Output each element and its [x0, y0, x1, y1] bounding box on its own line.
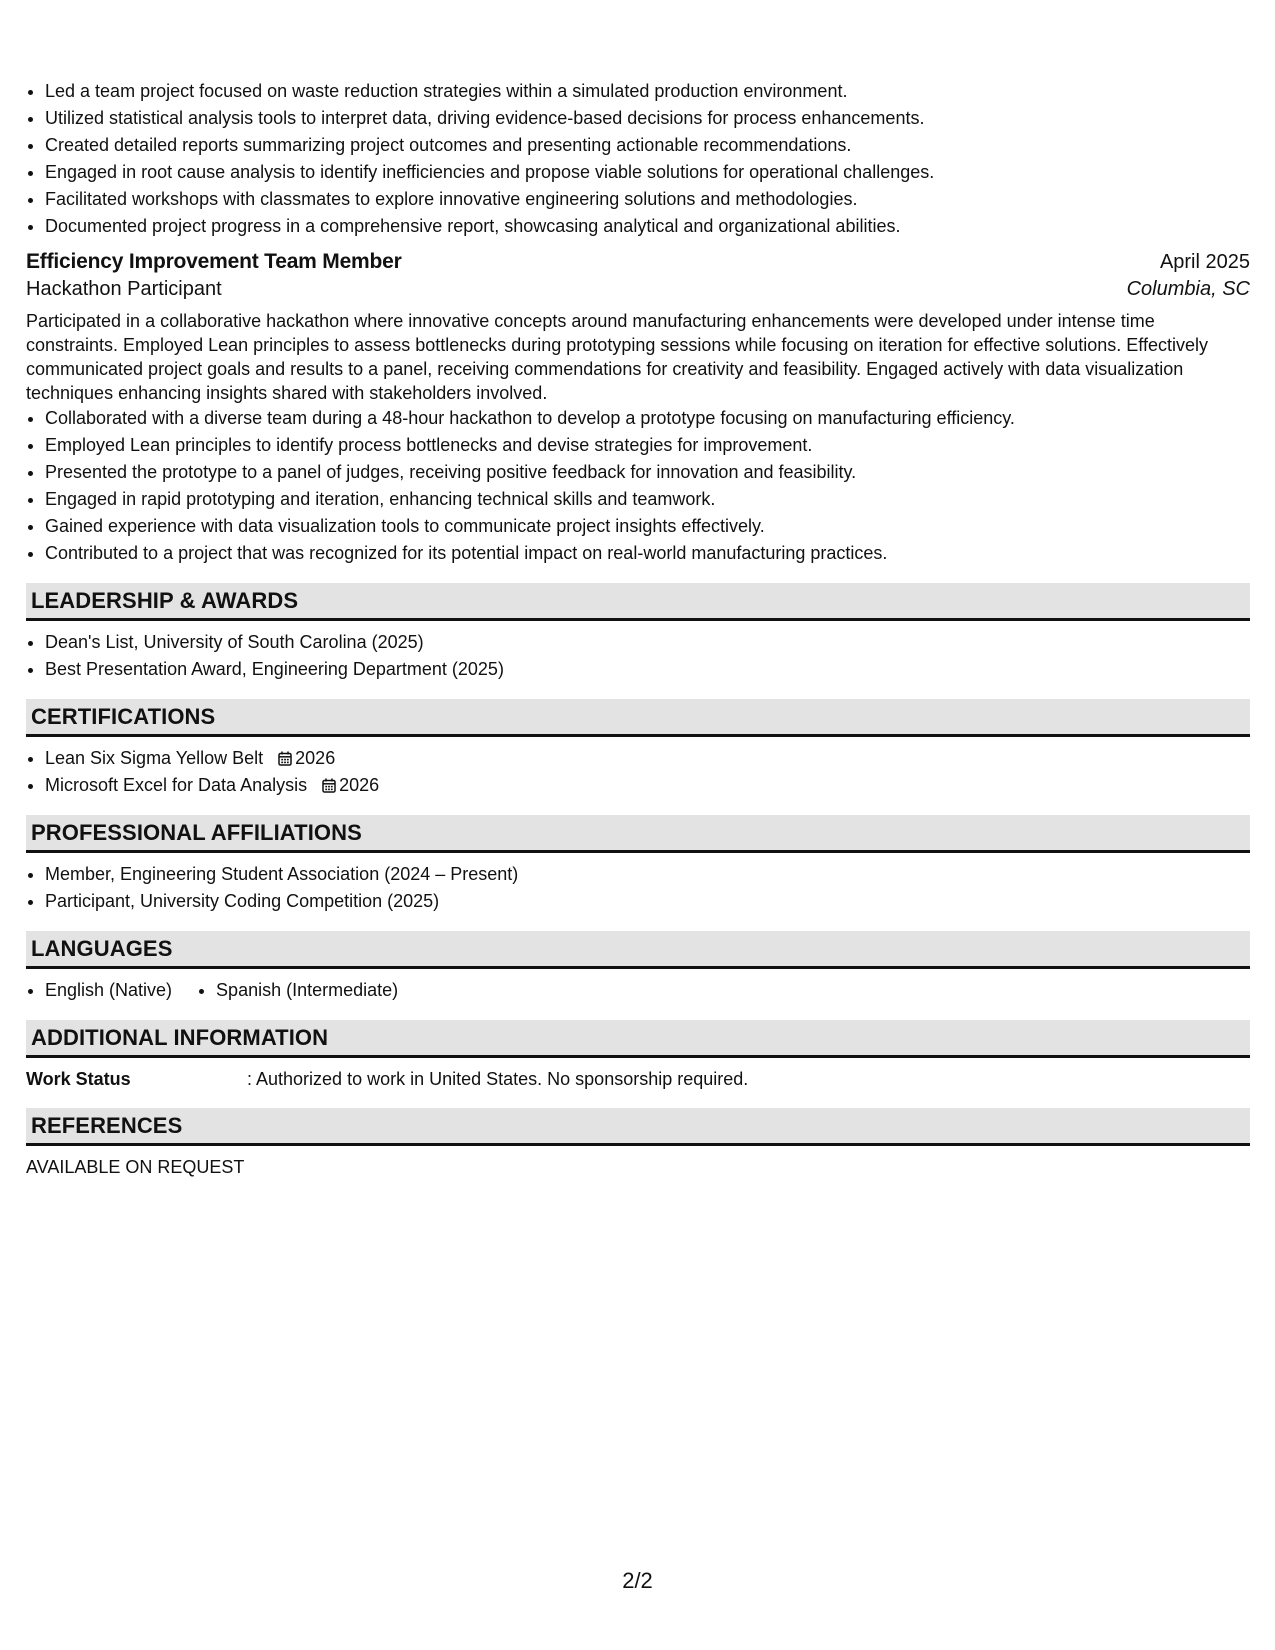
entry-title: Efficiency Improvement Team Member	[26, 250, 402, 273]
list-item: • Gained experience with data visualization tools to communicate project insights effectively.	[45, 513, 1250, 540]
list-item: • English (Native)	[45, 977, 172, 1004]
list-item: • Led a team project focused on waste reduction strategies within a simulated production environment.	[45, 78, 1250, 105]
hackathon-bullets	[26, 405, 1250, 567]
list-item: • Facilitated workshops with classmates to explore innovative engineering solutions and methodologies.	[45, 186, 1250, 213]
affiliations-list	[26, 861, 1250, 915]
section-heading-additional: ADDITIONAL INFORMATION	[26, 1020, 1250, 1058]
entry-date: April 2025	[1159, 251, 1250, 273]
section-heading-certifications: CERTIFICATIONS	[26, 699, 1250, 737]
list-item	[45, 772, 1250, 799]
section-heading-affiliations: PROFESSIONAL AFFILIATIONS	[26, 815, 1250, 853]
certification-name: Lean Six Sigma Yellow Belt	[45, 748, 264, 768]
certification-name: Microsoft Excel for Data Analysis	[45, 775, 308, 795]
work-status-row	[26, 1066, 1250, 1092]
resume-page	[26, 78, 1250, 1180]
list-item: • Member, Engineering Student Association (2024 – Present)	[45, 861, 1250, 888]
list-item: • Contributed to a project that was recognized for its potential impact on real-world manufacturing practices.	[45, 540, 1250, 567]
calendar-icon	[278, 751, 292, 766]
list-item: • Collaborated with a diverse team during a 48-hour hackathon to develop a prototype focusing on manufacturing efficiency.	[45, 405, 1250, 432]
list-item: • Spanish (Intermediate)	[216, 977, 398, 1004]
hackathon-entry	[26, 250, 1250, 567]
certification-date	[278, 748, 335, 768]
references-text: AVAILABLE ON REQUEST	[26, 1157, 245, 1177]
list-item: • Documented project progress in a comprehensive report, showcasing analytical and organizational abilities.	[45, 213, 1250, 240]
leadership-list	[26, 629, 1250, 683]
certification-year: 2026	[339, 775, 380, 795]
list-item: • Employed Lean principles to identify process bottlenecks and devise strategies for improvement.	[45, 432, 1250, 459]
section-heading-languages: LANGUAGES	[26, 931, 1250, 969]
languages-list	[26, 977, 1250, 1004]
certification-date	[322, 775, 379, 795]
page-number: 2/2	[622, 1568, 653, 1593]
entry-description: Participated in a collaborative hackathon where innovative concepts around manufacturing enhancements were developed under intense time constraints. Employed Lean principles to assess bottlenecks during prototyping sessions while focusing on iteration for effective solutions. Effectively communicated project goals and results to a panel, receiving commendations for creativity and feasibility. Engaged actively with data visualization techniques enhancing insights shared with stakeholders involved.	[26, 311, 1208, 403]
list-item: • Created detailed reports summarizing project outcomes and presenting actionable recommendations.	[45, 132, 1250, 159]
entry-location: Columbia, SC	[1126, 278, 1250, 300]
section-heading-leadership: LEADERSHIP & AWARDS	[26, 583, 1250, 621]
list-item: • Best Presentation Award, Engineering Department (2025)	[45, 656, 1250, 683]
list-item: • Engaged in rapid prototyping and iteration, enhancing technical skills and teamwork.	[45, 486, 1250, 513]
experience-bullets	[26, 78, 1250, 240]
list-item: • Utilized statistical analysis tools to interpret data, driving evidence-based decisions for process enhancements.	[45, 105, 1250, 132]
certifications-list	[26, 745, 1250, 799]
work-status-label: Work Status	[26, 1069, 131, 1089]
list-item: • Presented the prototype to a panel of judges, receiving positive feedback for innovation and feasibility.	[45, 459, 1250, 486]
section-heading-references: REFERENCES	[26, 1108, 1250, 1146]
list-item: • Participant, University Coding Competition (2025)	[45, 888, 1250, 915]
calendar-icon	[322, 778, 336, 793]
certification-year: 2026	[295, 748, 336, 768]
list-item	[45, 745, 1250, 772]
work-status-value: : Authorized to work in United States. No sponsorship required.	[247, 1069, 749, 1089]
entry-organization: Hackathon Participant	[26, 278, 222, 300]
list-item: • Engaged in root cause analysis to identify inefficiencies and propose viable solutions for operational challenges.	[45, 159, 1250, 186]
list-item: • Dean's List, University of South Carolina (2025)	[45, 629, 1250, 656]
